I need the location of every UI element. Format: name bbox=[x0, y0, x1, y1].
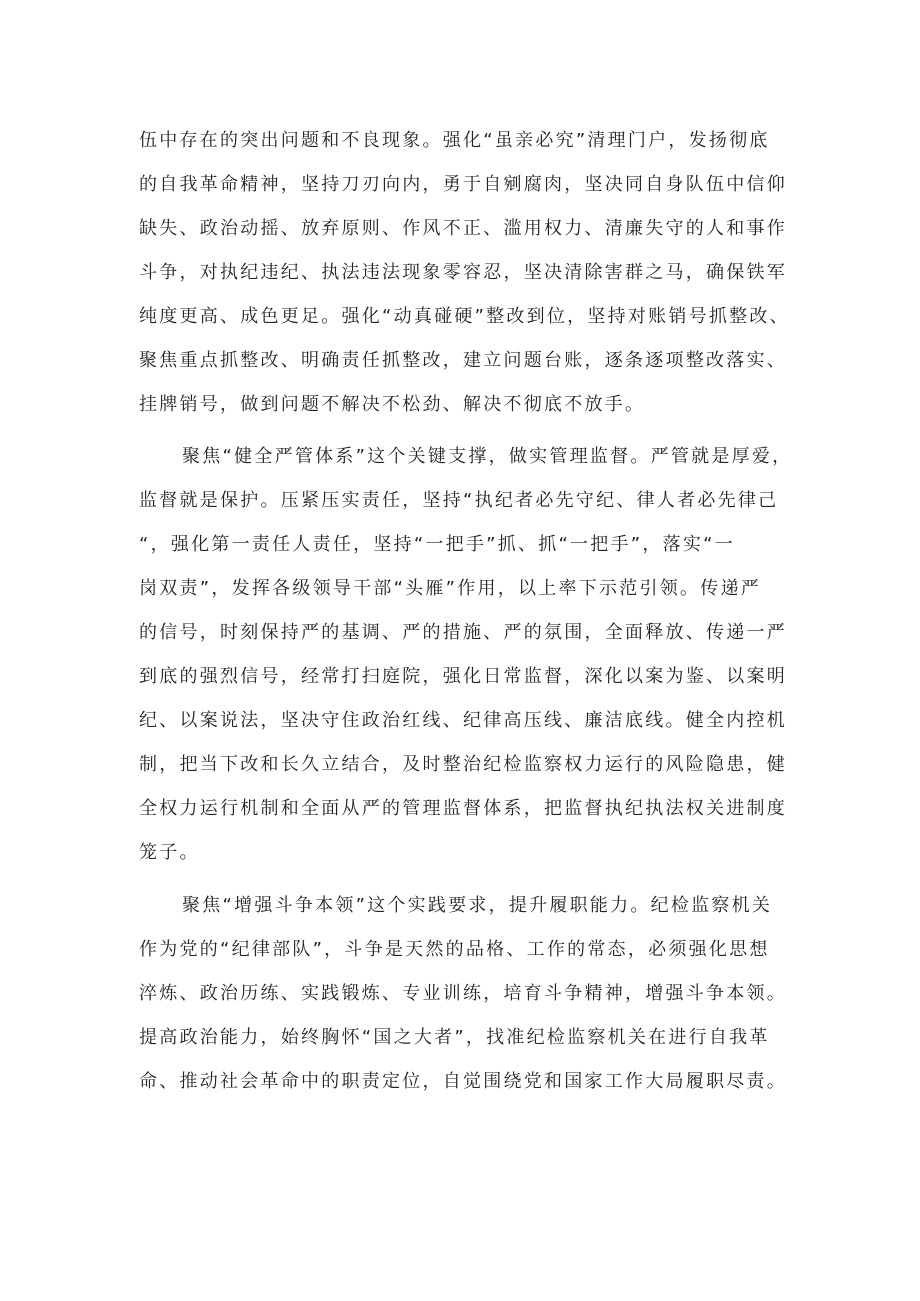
paragraph-1-line-5: 纯度更高、成色更足。强化“动真碰硬”整改到位，坚持对账销号抓整改、 bbox=[139, 306, 790, 327]
paragraph-2-line-5: 的信号，时刻保持严的基调、严的措施、严的氛围，全面释放、传递一严 bbox=[139, 622, 787, 643]
paragraph-1-line-4: 斗争，对执纪违纪、执法违法现象零容忍，坚决清除害群之马，确保铁军 bbox=[139, 262, 787, 283]
paragraph-2-line-6: 到底的强烈信号，经常打扫庭院，强化日常监督，深化以案为鉴、以案明 bbox=[139, 666, 787, 687]
paragraph-1-line-3: 缺失、政治动摇、放弃原则、作风不正、滥用权力、清廉失守的人和事作 bbox=[139, 218, 787, 239]
paragraph-2-line-9: 全权力运行机制和全面从严的管理监督体系，把监督执纪执法权关进制度 bbox=[139, 798, 787, 819]
paragraph-1-line-1: 伍中存在的突出问题和不良现象。强化“虽亲必究”清理门户，发扬彻底 bbox=[139, 130, 770, 151]
paragraph-3-line-1: 聚焦“增强斗争本领”这个实践要求，提升履职能力。纪检监察机关 bbox=[182, 895, 773, 916]
paragraph-2-line-2: 监督就是保护。压紧压实责任，坚持“执纪者必先守纪、律人者必先律己 bbox=[139, 490, 779, 511]
paragraph-2-line-7: 纪、以案说法，坚决守住政治红线、纪律高压线、廉洁底线。健全内控机 bbox=[139, 710, 787, 731]
paragraph-3-line-4: 提高政治能力，始终胸怀“国之大者”，找准纪检监察机关在进行自我革 bbox=[139, 1027, 770, 1048]
paragraph-1-line-6: 聚焦重点抓整改、明确责任抓整改，建立问题台账，逐条逐项整改落实、 bbox=[139, 350, 787, 371]
paragraph-2-line-4: 岗双责”，发挥各级领导干部“头雁”作用，以上率下示范引领。传递严 bbox=[139, 578, 761, 599]
paragraph-2-line-3: “，强化第一责任人责任，坚持“一把手”抓、抓“一把手”，落实“一 bbox=[139, 534, 735, 555]
paragraph-2-line-1: 聚焦“健全严管体系”这个关键支撑，做实管理监督。严管就是厚爱， bbox=[182, 446, 793, 467]
paragraph-3-line-2: 作为党的“纪律部队”，斗争是天然的品格、工作的常态，必须强化思想 bbox=[139, 939, 770, 960]
paragraph-1-line-7: 挂牌销号，做到问题不解决不松劲、解决不彻底不放手。 bbox=[139, 394, 646, 415]
paragraph-2-line-8: 制，把当下改和长久立结合，及时整治纪检监察权力运行的风险隐患，健 bbox=[139, 754, 787, 775]
paragraph-2-line-10: 笼子。 bbox=[139, 842, 200, 863]
paragraph-1-line-2: 的自我革命精神，坚持刀刃向内，勇于自剜腐肉，坚决同自身队伍中信仰 bbox=[139, 174, 787, 195]
paragraph-3-line-3: 淬炼、政治历练、实践锻炼、专业训练，培育斗争精神，增强斗争本领。 bbox=[139, 983, 787, 1004]
paragraph-3-line-5: 命、推动社会革命中的职责定位，自觉围绕党和国家工作大局履职尽责。 bbox=[139, 1071, 787, 1092]
